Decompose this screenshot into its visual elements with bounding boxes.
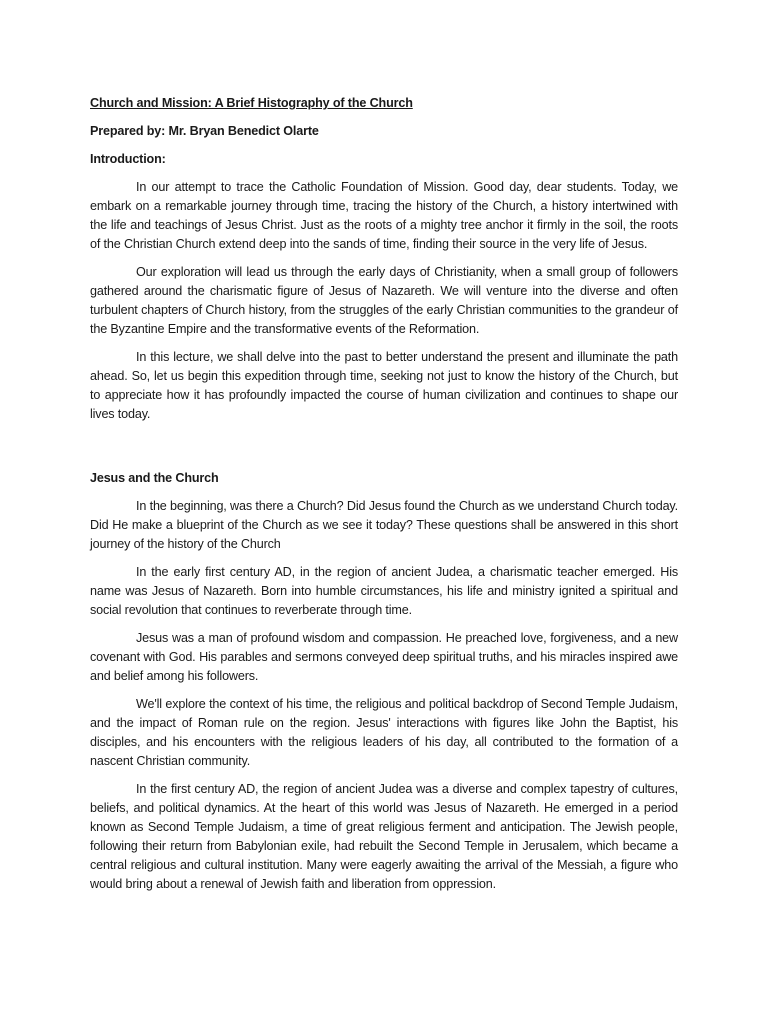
introduction-heading: Introduction:	[90, 152, 166, 166]
jesus-paragraph-4: We'll explore the context of his time, the religious and political backdrop of Second Temple Judaism, and the impact of Roman rule on the region. Jesus' interactions with figures like John the Baptist, his disciples, and his encounters with the religious leaders of his day, all contributed to the formation of a nascent Christian community.	[90, 697, 678, 768]
author-line: Prepared by: Mr. Bryan Benedict Olarte	[90, 124, 319, 138]
jesus-paragraph-1: In the beginning, was there a Church? Did Jesus found the Church as we understand Church today. Did He make a blueprint of the Church as we see it today? These questions shall be answered in this short journey of the history of the Church	[90, 499, 678, 551]
intro-paragraph-1: In our attempt to trace the Catholic Foundation of Mission. Good day, dear students. Today, we embark on a remarkable journey through time, tracing the history of the Church, a history intertwined with the life and teachings of Jesus Christ. Just as the roots of a mighty tree anchor it firmly in the soil, the roots of the Christian Church extend deep into the sands of time, finding their source in the very life of Jesus.	[90, 180, 678, 251]
document-title: Church and Mission: A Brief Histography of the Church	[90, 96, 413, 110]
jesus-paragraph-3: Jesus was a man of profound wisdom and compassion. He preached love, forgiveness, and a new covenant with God. His parables and sermons conveyed deep spiritual truths, and his miracles inspired awe and belief among his followers.	[90, 631, 678, 683]
document-page	[90, 94, 678, 903]
section-spacer	[90, 433, 678, 469]
jesus-paragraph-5: In the first century AD, the region of ancient Judea was a diverse and complex tapestry of cultures, beliefs, and political dynamics. At the heart of this world was Jesus of Nazareth. He emerged in a period known as Second Temple Judaism, a time of great religious ferment and anticipation. The Jewish people, following their return from Babylonian exile, had rebuilt the Second Temple in Jerusalem, which became a central religious and cultural institution. Many were eagerly awaiting the arrival of the Messiah, a figure who would bring about a renewal of Jewish faith and liberation from oppression.	[90, 782, 678, 891]
intro-paragraph-2: Our exploration will lead us through the early days of Christianity, when a small group of followers gathered around the charismatic figure of Jesus of Nazareth. We will venture into the diverse and often turbulent chapters of Church history, from the struggles of the early Christian communities to the grandeur of the Byzantine Empire and the transformative events of the Reformation.	[90, 265, 678, 336]
intro-paragraph-3: In this lecture, we shall delve into the past to better understand the present and illuminate the path ahead. So, let us begin this expedition through time, seeking not just to know the history of the Church, but to appreciate how it has profoundly impacted the course of human civilization and continues to shape our lives today.	[90, 350, 678, 421]
jesus-church-heading: Jesus and the Church	[90, 471, 219, 485]
jesus-paragraph-2: In the early first century AD, in the region of ancient Judea, a charismatic teacher emerged. His name was Jesus of Nazareth. Born into humble circumstances, his life and ministry ignited a spiritual and social revolution that continues to reverberate through time.	[90, 565, 678, 617]
